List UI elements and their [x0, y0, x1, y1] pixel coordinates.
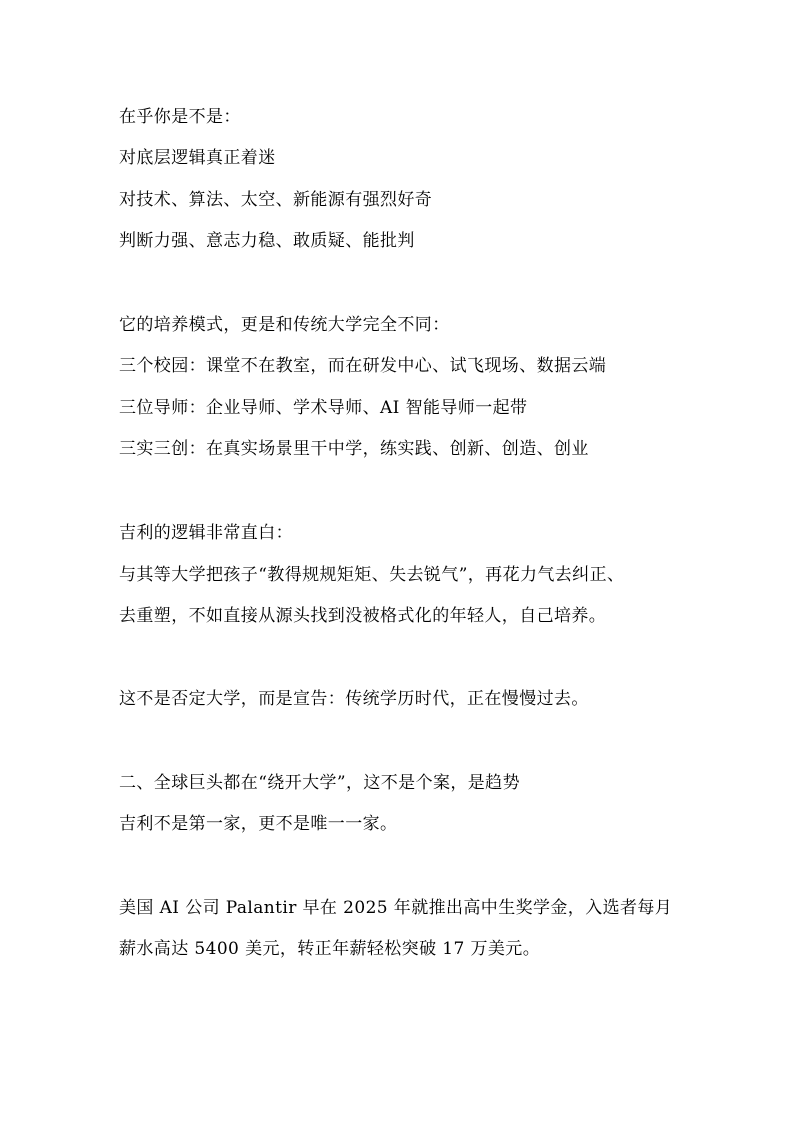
paragraph-line: 三实三创：在真实场景里干中学，练实践、创新、创造、创业 — [119, 439, 589, 459]
paragraph-line: 吉利的逻辑非常直白： — [119, 523, 293, 543]
paragraph-line: 与其等大学把孩子“教得规规矩矩、失去锐气”，再花力气去纠正、 — [119, 565, 625, 585]
paragraph-line: 三位导师：企业导师、学术导师、AI 智能导师一起带 — [119, 398, 528, 418]
paragraph-line: 美国 AI 公司 Palantir 早在 2025 年就推出高中生奖学金，入选者每月 — [119, 898, 673, 918]
paragraph-line: 在乎你是不是： — [119, 107, 241, 127]
paragraph-line: 判断力强、意志力稳、敢质疑、能批判 — [119, 231, 415, 251]
paragraph-line: 三个校园：课堂不在教室，而在研发中心、试飞现场、数据云端 — [119, 356, 607, 376]
paragraph-line: 它的培养模式，更是和传统大学完全不同： — [119, 315, 450, 335]
paragraph-line: 吉利不是第一家，更不是唯一一家。 — [119, 814, 398, 834]
paragraph-line: 去重塑，不如直接从源头找到没被格式化的年轻人，自己培养。 — [119, 606, 607, 626]
paragraph-line: 这不是否定大学，而是宣告：传统学历时代，正在慢慢过去。 — [119, 689, 589, 709]
paragraph-line: 对底层逻辑真正着迷 — [119, 148, 276, 168]
section-heading: 二、全球巨头都在“绕开大学”，这不是个案，是趋势 — [119, 773, 520, 793]
paragraph-line: 对技术、算法、太空、新能源有强烈好奇 — [119, 190, 433, 210]
paragraph-line: 薪水高达 5400 美元，转正年薪轻松突破 17 万美元。 — [119, 939, 541, 959]
